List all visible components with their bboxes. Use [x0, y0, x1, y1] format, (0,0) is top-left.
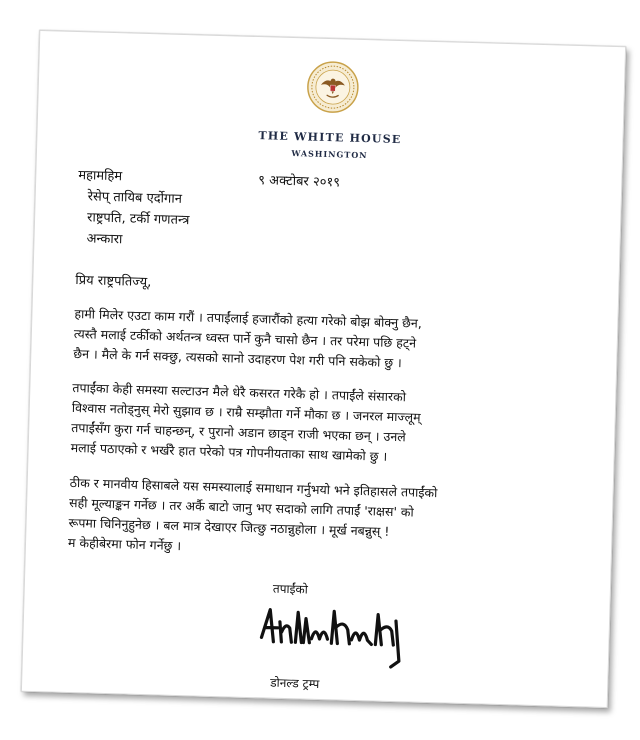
address-line: अन्कारा [86, 231, 123, 248]
letter-date: ९ अक्टोबर २०१९ [258, 173, 341, 191]
handwritten-signature [251, 597, 413, 671]
paragraph-line: म केहीबेरमा फोन गर्नेछु । [67, 534, 182, 554]
paragraph-line: छैन । मैले के गर्न सक्छु, त्यसको सानो उदाहरण पेश गरी पनि सकेको छु । [73, 346, 402, 371]
address-line: महामहिम [78, 168, 123, 185]
paragraph-line: तपाईंका केही समस्या सल्टाउन मैले धेरै कसरत गरेकै हो । तपाईंले संसारको [72, 379, 407, 405]
paragraph-line: रूपमा चिनिनुहुनेछ । बल मात्र देखाएर जित्छु नठान्नुहोला । मूर्ख नबन्नुस् ! [68, 514, 390, 539]
paragraph-line: हामी मिलेर एउटा काम गरौं । तपाईंलाई हजारौंको हत्या गरेको बोझ बोक्नु छैन, [74, 306, 423, 331]
body-paragraph [70, 378, 592, 472]
letterhead-title: THE WHITE HOUSE [258, 129, 402, 147]
body-paragraph [73, 304, 594, 378]
paragraph-line: मलाई पठाएको र भर्खरै हात परेको पत्र गोपनीयताका साथ खामेको छु । [70, 439, 388, 464]
salutation: प्रिय राष्ट्रपतिज्यू, [75, 273, 152, 291]
paragraph-line: सही मूल्याङ्कन गर्नेछ । तर अर्कै बाटो जानु भए सदाको लागि तपाईं 'राक्षस' को [68, 494, 414, 520]
address-line: राष्ट्रपति, टर्की गणतन्त्र [86, 210, 190, 229]
presidential-seal-icon [306, 60, 359, 113]
paragraph-line: ठीक र मानवीय हिसाबले यस समस्यालाई समाधान गर्नुभयो भने इतिहासले तपाईंको [69, 474, 438, 501]
letterhead-subtitle: WASHINGTON [291, 148, 368, 161]
closing: तपाईंको [272, 581, 309, 597]
recipient-address [76, 165, 191, 252]
letter-page [21, 30, 626, 708]
body-paragraph [68, 473, 590, 567]
paragraph-line: तपाईंसँग कुरा गर्न चाहन्छन्, र पुरानो अडान छाड्न राजी भएका छन् । उनले [71, 419, 406, 445]
paragraph-line: त्यस्तै मलाई टर्कीको अर्थतन्त्र ध्वस्त पार्ने कुनै चासो छैन । तर परेमा पछि हट्ने [73, 326, 417, 351]
paragraph-line: विश्वास नतोड्नुस् मेरो सुझाव छ । राम्रै सम्झौता गर्ने मौका छ । जनरल माज्लूम् [71, 399, 421, 425]
address-line: रेसेप् तायिब एर्दोगान [87, 189, 183, 207]
signer-name: डोनल्ड ट्रम्प [270, 675, 320, 692]
